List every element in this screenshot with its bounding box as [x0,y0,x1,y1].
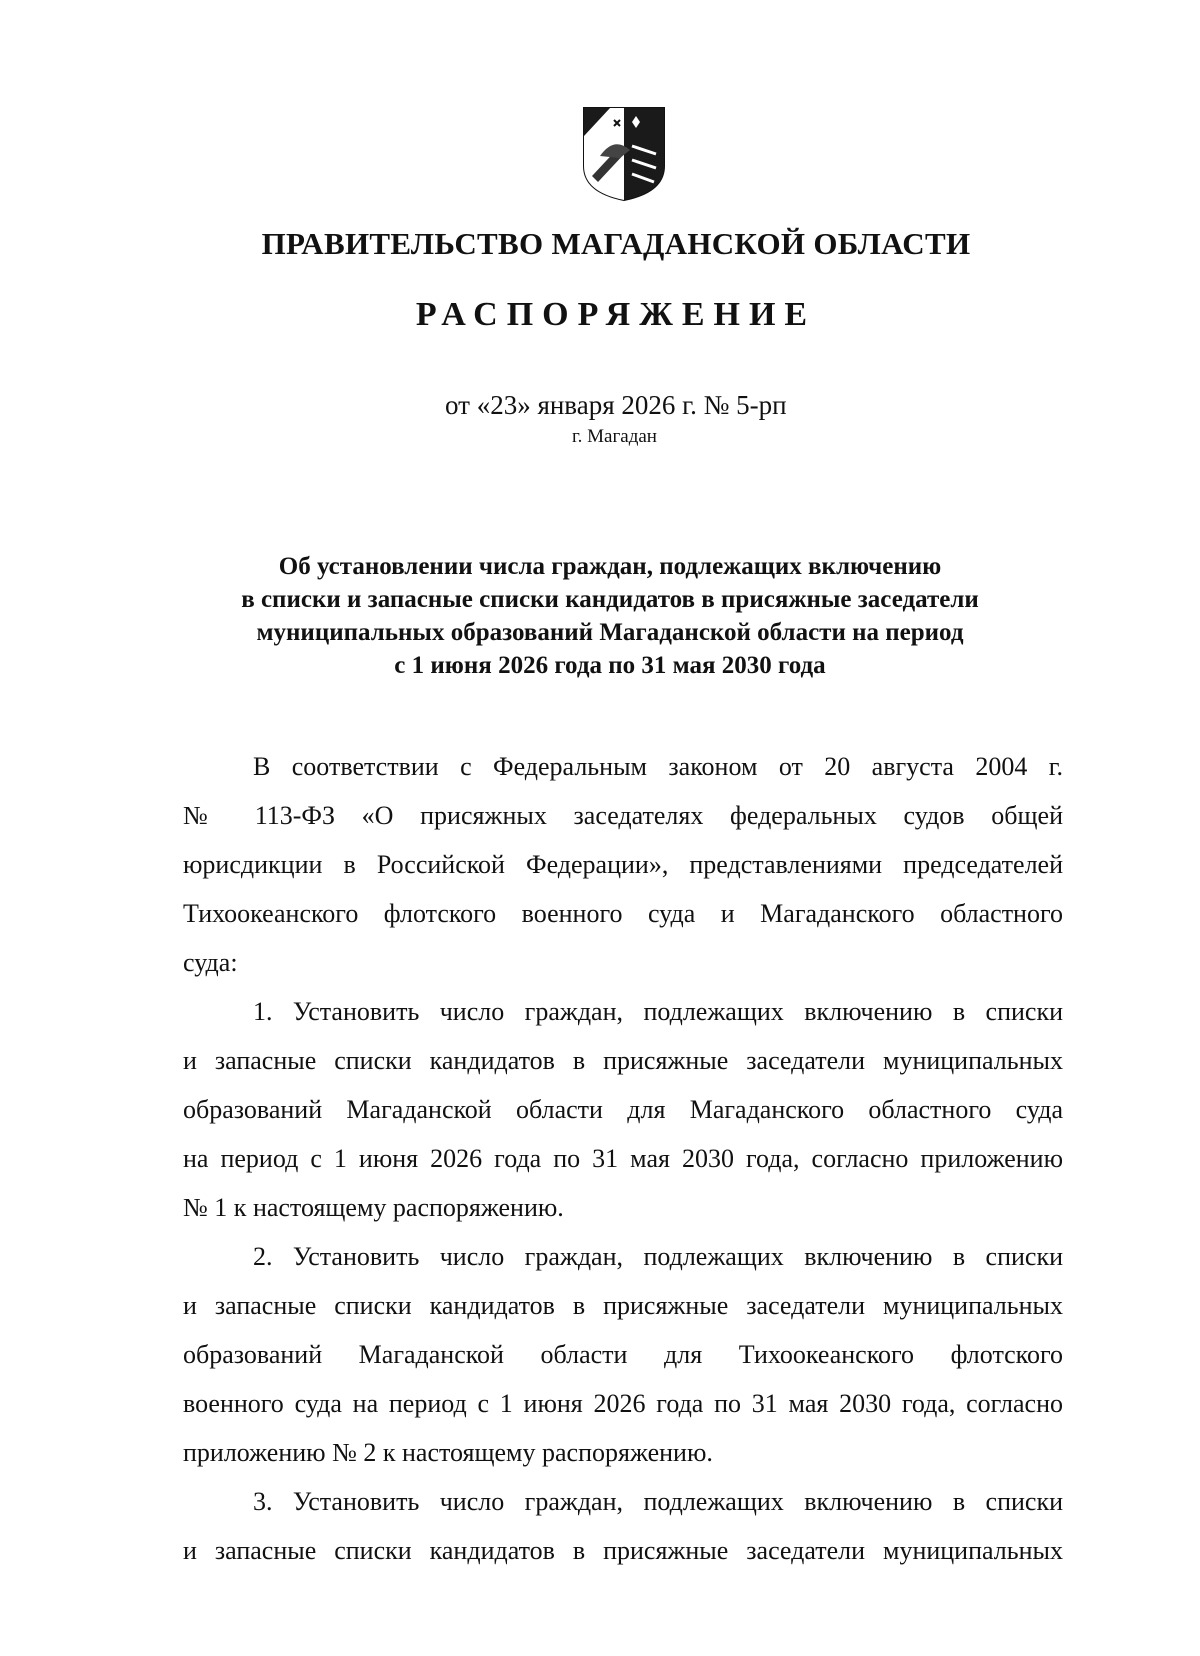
body-line: № 113-ФЗ «О присяжных заседателях федеральных судов общей [183,801,1063,830]
body-line: 2. Установить число граждан, подлежащих включению в списки [253,1242,1063,1271]
body-line: № 1 к настоящему распоряжению. [183,1193,564,1222]
document-body [183,752,1063,1585]
body-line: приложению № 2 к настоящему распоряжению. [183,1438,713,1467]
body-line: образований Магаданской области для Магаданского областного суда [183,1095,1063,1124]
title-line: с 1 июня 2026 года по 31 мая 2030 года [394,652,826,679]
title-line: в списки и запасные списки кандидатов в присяжные заседатели [241,586,979,613]
city: г. Магадан [572,426,657,447]
title-line: муниципальных образований Магаданской области на период [256,619,964,646]
body-line: Тихоокеанского флотского военного суда и Магаданского областного [183,899,1063,928]
body-line: военного суда на период с 1 июня 2026 года по 31 мая 2030 года, согласно [183,1389,1063,1418]
body-line: и запасные списки кандидатов в присяжные заседатели муниципальных [183,1046,1063,1075]
title-line: Об установлении числа граждан, подлежащих включению [278,553,942,580]
document-title [160,550,1060,682]
body-line: суда: [183,948,238,977]
body-line: 1. Установить число граждан, подлежащих включению в списки [253,997,1063,1026]
body-line: и запасные списки кандидатов в присяжные заседатели муниципальных [183,1536,1063,1565]
organization-title: ПРАВИТЕЛЬСТВО МАГАДАНСКОЙ ОБЛАСТИ [261,226,971,261]
coat-of-arms-emblem [580,106,668,202]
item-3-paragraph [183,1487,1063,1585]
preamble-paragraph [183,752,1063,997]
body-line: на период с 1 июня 2026 года по 31 мая 2030 года, согласно приложению [183,1144,1063,1173]
body-line: В соответствии с Федеральным законом от 20 августа 2004 г. [253,752,1063,781]
date-number: от «23» января 2026 г. № 5-рп [445,390,787,420]
body-line: и запасные списки кандидатов в присяжные заседатели муниципальных [183,1291,1063,1320]
body-line: 3. Установить число граждан, подлежащих включению в списки [253,1487,1063,1516]
item-2-paragraph [183,1242,1063,1487]
body-line: образований Магаданской области для Тихоокеанского флотского [183,1340,1063,1369]
body-line: юрисдикции в Российской Федерации», представлениями председателей [183,850,1063,879]
item-1-paragraph [183,997,1063,1242]
document-type: РАСПОРЯЖЕНИЕ [415,296,817,333]
